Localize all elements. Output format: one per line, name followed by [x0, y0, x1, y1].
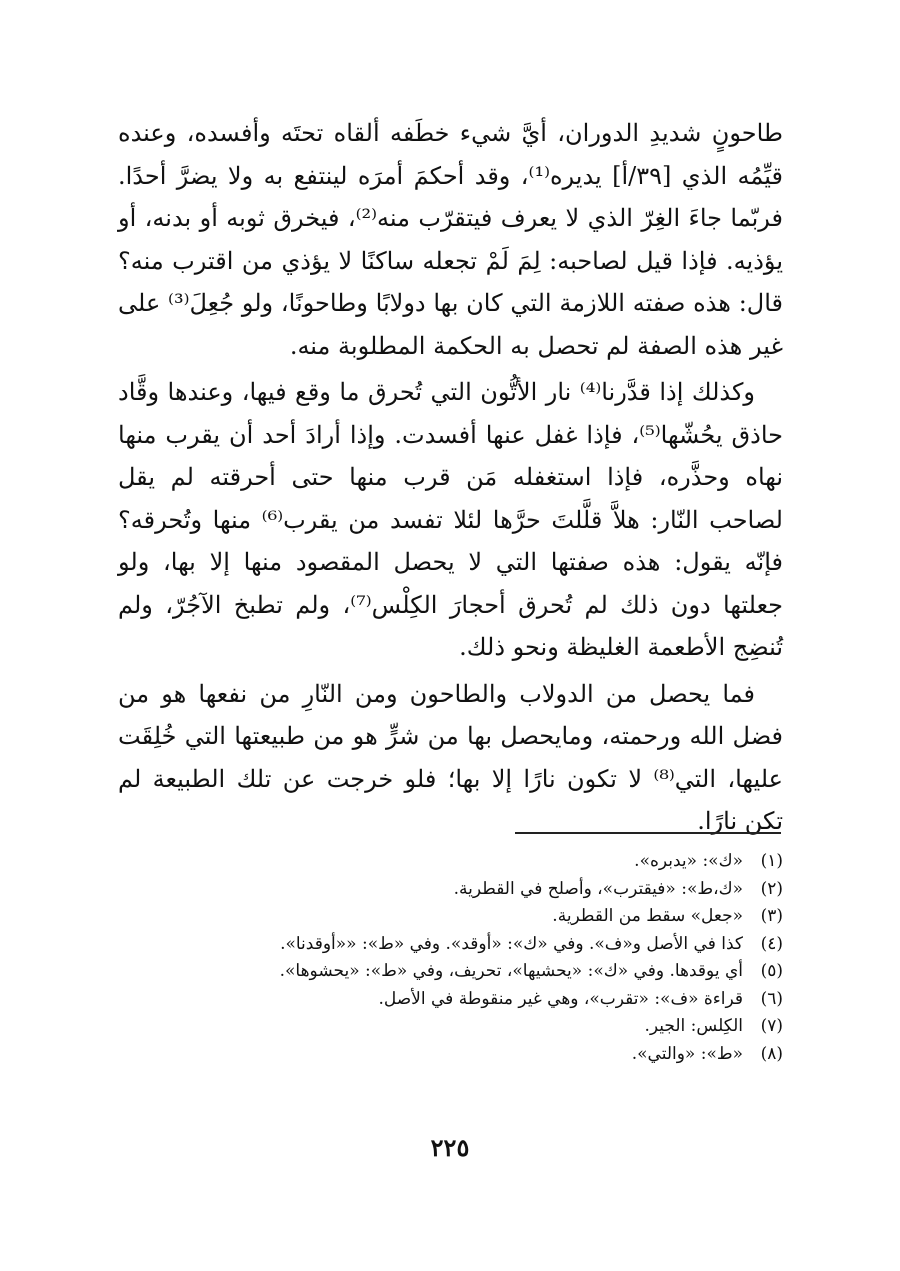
paragraph-1: طاحونٍ شديدِ الدوران، أيَّ شيء خطَفه ألقاه تحتَه وأفسده، وعنده قيِّمُه الذي [٣٩/أ] يديره⁽¹⁾، وقد أحكمَ أمرَه لينتفع به ولا يضرَّ أحدًا. فربّما جاءَ الغِرّ الذي لا يعرف فيتقرّب منه⁽²⁾، فيخرق ثوبه أو بدنه، أو يؤذيه. فإذا قيل لصاحبه: لِمَ لَمْ تجعله ساكنًا لا يؤذي من اقترب منه؟ قال: هذه صفته اللازمة التي كان بها دولابًا وطاحونًا، ولو جُعِلَ⁽³⁾ على غير هذه الصفة لم تحصل به الحكمة المطلوبة منه.: [118, 119, 784, 360]
footnote-7: [118, 1013, 783, 1041]
footnote-number: (٨): [760, 1043, 783, 1064]
footnote-number: (٧): [760, 1016, 783, 1036]
footnote-text: «ك،ط»: «فيقترب»، وأصلح في القطرية.: [453, 878, 743, 899]
paragraph-2: وكذلك إذا قدَّرنا⁽⁴⁾ نار الأتُّون التي تُحرق ما وقع فيها، وعندها وقَّاد حاذق يحُشّها⁽⁵⁾، فإذا غفل عنها أفسدت. وإذا أرادَ أحد أن يقرب منها نهاه وحذَّره، فإذا استغفله مَن قرب منها حتى أحرقته لم يقل لصاحب النّار: هلاَّ قلَّلتَ حرَّها لئلا تفسد من يقرب⁽⁶⁾ منها وتُحرقه؟ فإنّه يقول: هذه صفتها التي لا يحصل المقصود منها إلا بها، ولو جعلتها دون ذلك لم تُحرق أحجارَ الكِلْس⁽⁷⁾، ولم تطبخ الآجُرّ، ولم تُنضِج الأطعمة الغليظة ونحو ذلك.: [118, 378, 783, 661]
footnote-2: [118, 876, 783, 904]
footnote-number: (٥): [760, 961, 783, 981]
footnote-number: (٤): [760, 933, 783, 954]
footnote-8: [118, 1041, 783, 1069]
footnote-text: أي يوقدها. وفي «ك»: «يحشيها»، تحريف، وفي «ط»: «يحشوها».: [279, 961, 743, 981]
paragraph-3: فما يحصل من الدولاب والطاحون ومن النّارِ من نفعها هو من فضل الله ورحمته، ومايحصل بها من شرٍّ هو من طبيعتها التي خُلِقَت عليها، التي⁽⁸⁾ لا تكون نارًا إلا بها؛ فلو خرجت عن تلك الطبيعة لم تكن نارًا.: [118, 679, 783, 835]
footnote-4: [118, 931, 783, 959]
footnote-divider: [515, 832, 781, 834]
footnote-6: [118, 986, 783, 1014]
footnote-number: (٦): [760, 988, 783, 1009]
page-number: ٢٢٥: [430, 1133, 470, 1162]
footnote-1: [118, 848, 783, 876]
footnote-3: [118, 903, 783, 931]
footnotes: [118, 848, 783, 1068]
footnote-number: (٢): [760, 878, 783, 899]
main-text: [118, 112, 783, 843]
footnote-number: (٣): [760, 906, 783, 926]
footnote-text: «ط»: «والتي».: [631, 1043, 743, 1064]
footnote-text: كذا في الأصل و«ف». وفي «ك»: «أوقد». وفي «ط»: ««أوقدنا».: [280, 933, 743, 954]
footnote-text: قراءة «ف»: «تقرب»، وهي غير منقوطة في الأصل.: [378, 988, 743, 1009]
footnote-number: (١): [760, 851, 783, 871]
footnote-text: الكِلس: الجير.: [644, 1016, 743, 1036]
footnote-text: «جعل» سقط من القطرية.: [552, 906, 743, 926]
footnote-5: [118, 958, 783, 986]
footnote-text: «ك»: «يدبره».: [634, 851, 743, 871]
